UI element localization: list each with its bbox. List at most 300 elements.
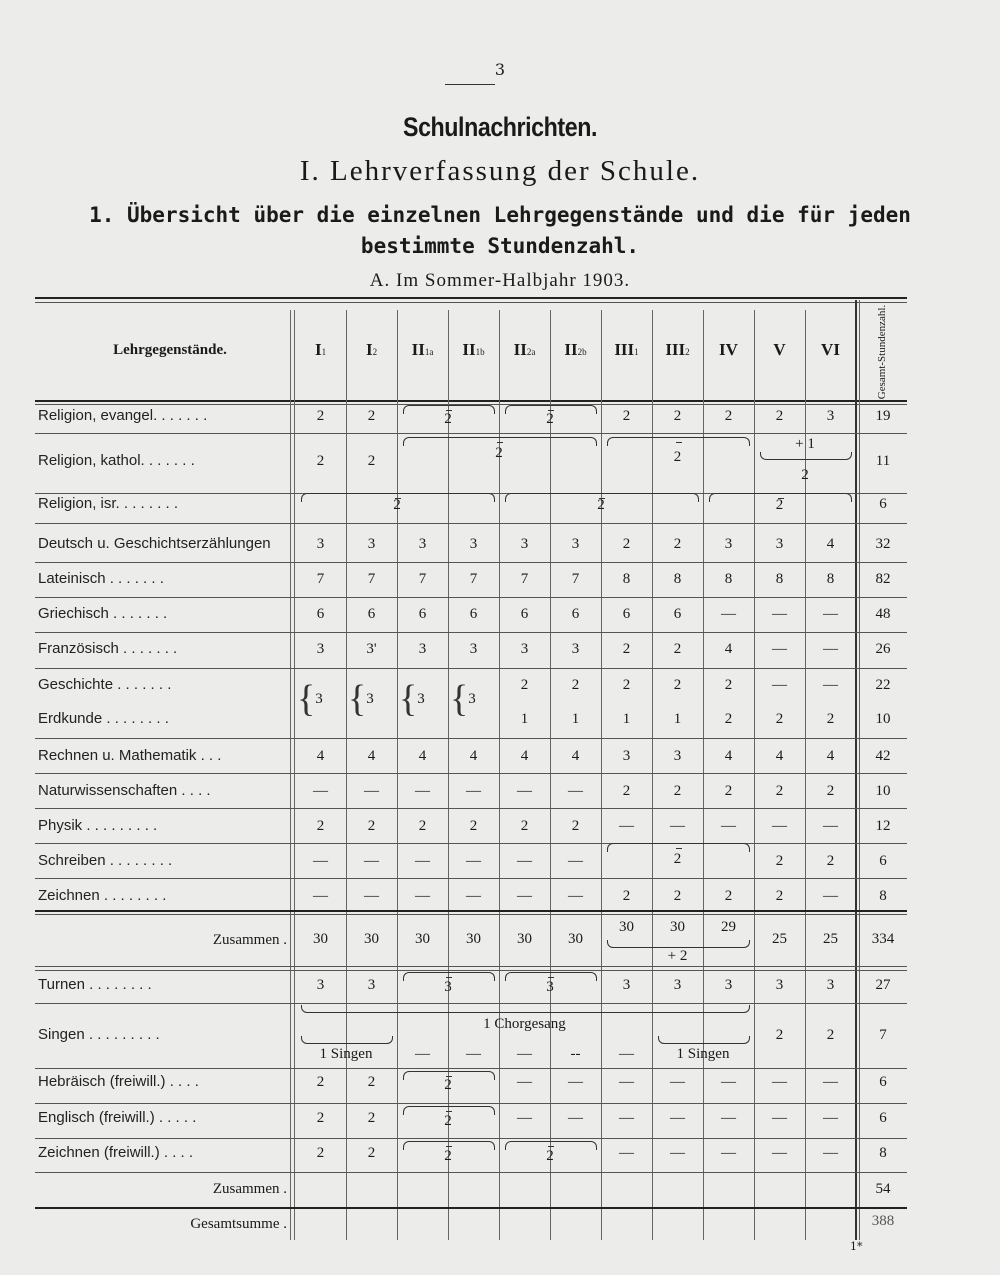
table-cell: 2 <box>724 888 733 904</box>
table-cell: 2 <box>367 453 376 469</box>
gesamtsumme-total: 388 <box>871 1213 895 1229</box>
row-subject: Erdkunde . . . . . . . . <box>38 710 169 727</box>
table-cell: — <box>823 606 838 622</box>
merged-cell: 1 Chorgesang <box>483 1016 566 1032</box>
row-rule <box>35 738 907 739</box>
table-cell: — <box>517 783 532 799</box>
table-cell: 2 <box>673 641 682 657</box>
table-cell: 3 <box>775 536 784 552</box>
brace <box>658 1036 750 1044</box>
column-header <box>805 340 856 360</box>
table-cell: 2 <box>673 888 682 904</box>
merged-cell: 2 <box>546 411 554 427</box>
row-subject: Französisch . . . . . . . <box>38 640 178 657</box>
table-cell: — <box>823 1145 838 1161</box>
table-cell: 8 <box>775 571 784 587</box>
column-header-sub: 2b <box>577 347 587 357</box>
table-cell: — <box>772 641 787 657</box>
column-header-sub: 1 <box>634 347 639 357</box>
table-top-rule <box>35 297 907 299</box>
brace <box>301 1036 393 1044</box>
zusammen-cell: 29 <box>721 919 736 935</box>
table-cell: 4 <box>775 748 784 764</box>
table-cell: 8 <box>622 571 631 587</box>
zusammen-cell: 30 <box>415 931 430 947</box>
table-cell: — <box>721 1074 736 1090</box>
merged-cell: 1 Singen <box>319 1046 373 1062</box>
row-subject: Geschichte . . . . . . . <box>38 676 172 693</box>
subject-column-rule <box>290 310 291 1240</box>
row-total: 27 <box>875 977 891 993</box>
section-title-line2: bestimmte Stundenzahl. <box>360 234 640 258</box>
zusammen-rule <box>35 910 907 912</box>
brace <box>607 437 750 446</box>
table-cell: 3 <box>520 641 529 657</box>
merged-cell: 2 <box>801 467 809 483</box>
table-cell: -- <box>570 1046 581 1062</box>
column-header <box>754 340 805 360</box>
row-subject: Zeichnen (freiwill.) . . . . <box>38 1144 194 1161</box>
table-cell: 3' <box>366 641 377 657</box>
row-total: 6 <box>879 853 887 869</box>
table-cell: 2 <box>724 783 733 799</box>
zusammen-bottom-rule-2 <box>35 970 907 971</box>
table-cell: 2 <box>316 818 325 834</box>
merged-cell: 3 <box>366 691 374 707</box>
column-header-main: III <box>614 340 635 359</box>
table-cell: 8 <box>673 571 682 587</box>
table-cell: — <box>313 853 328 869</box>
column-header <box>499 340 550 360</box>
row-total: 11 <box>875 453 891 469</box>
row-rule <box>35 523 907 524</box>
column-header-sub: 1a <box>424 347 434 357</box>
table-cell: 3 <box>316 977 325 993</box>
merged-cell: 3 <box>417 691 425 707</box>
table-cell: — <box>364 853 379 869</box>
row-rule <box>35 878 907 879</box>
column-header <box>652 340 703 360</box>
gesamtsumme-label: Gesamtsumme . <box>190 1216 287 1232</box>
table-cell: 3 <box>418 536 427 552</box>
column-header-main: I <box>314 340 322 359</box>
table-cell: 6 <box>622 606 631 622</box>
table-cell: 2 <box>775 408 784 424</box>
row-subject: Zeichnen . . . . . . . . <box>38 887 167 904</box>
table-cell: 2 <box>520 677 529 693</box>
table-cell: 2 <box>622 641 631 657</box>
table-cell: 2 <box>418 818 427 834</box>
page-heading: Schulnachrichten. <box>403 112 597 142</box>
merged-cell: 2 <box>673 851 682 867</box>
column-header-sub: 2 <box>372 347 378 357</box>
row-subject: Englisch (freiwill.) . . . . . <box>38 1109 197 1126</box>
curly-brace: { <box>450 678 469 720</box>
table-cell: 3 <box>367 536 376 552</box>
table-cell: 2 <box>826 711 835 727</box>
merged-cell: 2 <box>673 449 682 465</box>
table-cell: 2 <box>775 711 784 727</box>
table-cell: 2 <box>775 888 784 904</box>
column-header-sub: 1b <box>475 347 485 357</box>
row-subject: Physik . . . . . . . . . <box>38 817 158 834</box>
table-cell: 2 <box>775 853 784 869</box>
table-cell: 3 <box>316 536 325 552</box>
zusammen-cell: 30 <box>670 919 685 935</box>
table-cell: — <box>823 1110 838 1126</box>
table-cell: 2 <box>367 1074 376 1090</box>
row-total: 12 <box>875 818 891 834</box>
table-cell: — <box>670 1110 685 1126</box>
merged-cell: 3 <box>315 691 323 707</box>
table-cell: — <box>568 888 583 904</box>
table-cell: — <box>415 888 430 904</box>
table-cell: 3 <box>571 641 580 657</box>
column-header <box>550 340 601 360</box>
table-cell: 8 <box>724 571 733 587</box>
total-column-rule-2 <box>859 300 860 1240</box>
curly-brace: { <box>399 678 418 720</box>
zusammen-cell: 30 <box>517 931 532 947</box>
table-cell: 4 <box>520 748 529 764</box>
zusammen-rule-2 <box>35 914 907 915</box>
table-cell: 6 <box>469 606 478 622</box>
table-cell: — <box>772 1145 787 1161</box>
table-cell: 2 <box>520 818 529 834</box>
table-cell: — <box>619 818 634 834</box>
table-cell: 4 <box>571 748 580 764</box>
table-cell: 2 <box>367 408 376 424</box>
table-cell: 2 <box>571 818 580 834</box>
table-cell: — <box>568 783 583 799</box>
column-header-main: II <box>462 340 476 359</box>
column-header-main: VI <box>821 340 840 359</box>
column-rule <box>346 310 347 1240</box>
row-subject: Turnen . . . . . . . . <box>38 976 152 993</box>
table-cell: 3 <box>724 536 733 552</box>
table-cell: 4 <box>316 748 325 764</box>
zusammen-total: 334 <box>871 931 895 947</box>
page-number-rule <box>445 84 495 85</box>
table-cell: 3 <box>316 641 325 657</box>
column-header-main: IV <box>719 340 738 359</box>
merged-cell: 2 <box>393 497 401 513</box>
column-header <box>703 340 754 360</box>
merged-cell: 1 Singen <box>676 1046 730 1062</box>
table-cell: 2 <box>316 408 325 424</box>
brace <box>301 1005 750 1013</box>
table-cell: 2 <box>724 408 733 424</box>
table-cell: 2 <box>724 677 733 693</box>
curly-brace: { <box>297 678 316 720</box>
table-cell: — <box>517 888 532 904</box>
table-cell: 2 <box>316 453 325 469</box>
column-header-main: III <box>665 340 686 359</box>
table-cell: — <box>721 1145 736 1161</box>
table-cell: 7 <box>571 571 580 587</box>
table-cell: 2 <box>673 536 682 552</box>
row-subject: Griechisch . . . . . . . <box>38 605 168 622</box>
row-rule <box>35 562 907 563</box>
table-cell: — <box>619 1110 634 1126</box>
table-cell: — <box>364 888 379 904</box>
table-cell: 2 <box>622 783 631 799</box>
row-total: 8 <box>879 1145 887 1161</box>
row-rule <box>35 1138 907 1139</box>
table-cell: 6 <box>673 606 682 622</box>
table-cell: 2 <box>316 1074 325 1090</box>
row-total: 42 <box>875 748 891 764</box>
table-cell: — <box>415 1046 430 1062</box>
table-cell: — <box>823 641 838 657</box>
table-cell: 8 <box>826 571 835 587</box>
table-cell: 7 <box>316 571 325 587</box>
table-cell: 2 <box>571 677 580 693</box>
section-title <box>0 200 1000 262</box>
merged-cell: 2 <box>546 1148 554 1164</box>
table-cell: 6 <box>367 606 376 622</box>
table-cell: — <box>466 888 481 904</box>
row-total: 26 <box>875 641 891 657</box>
row-subject: Lateinisch . . . . . . . <box>38 570 164 587</box>
table-cell: 6 <box>571 606 580 622</box>
row-total: 19 <box>875 408 891 424</box>
table-cell: 3 <box>826 408 835 424</box>
row-subject: Naturwissenschaften . . . . <box>38 782 211 799</box>
merged-cell: 2 <box>597 497 605 513</box>
table-cell: 6 <box>520 606 529 622</box>
table-cell: 3 <box>673 748 682 764</box>
table-cell: 2 <box>622 677 631 693</box>
row-total: 32 <box>875 536 891 552</box>
table-cell: — <box>466 783 481 799</box>
row-total: 6 <box>879 1110 887 1126</box>
zusammen-cell: 25 <box>823 931 838 947</box>
column-header-sub: 2a <box>526 347 536 357</box>
table-cell: 2 <box>826 783 835 799</box>
table-cell: — <box>568 853 583 869</box>
row-total: 82 <box>875 571 891 587</box>
table-cell: — <box>568 1074 583 1090</box>
table-cell: — <box>721 606 736 622</box>
row-rule <box>35 1068 907 1069</box>
table-cell: 2 <box>469 818 478 834</box>
merged-cell: 3 <box>546 979 554 995</box>
merged-cell: + 2 <box>667 948 688 964</box>
part-title: I. Lehrverfassung der Schule. <box>299 155 701 187</box>
table-cell: 2 <box>367 818 376 834</box>
row-subject: Religion, isr. . . . . . . . <box>38 495 179 512</box>
table-cell: 4 <box>826 536 835 552</box>
table-cell: — <box>823 888 838 904</box>
table-cell: 3 <box>469 536 478 552</box>
row-total: 48 <box>875 606 891 622</box>
zusammen-bottom-rule <box>35 966 907 967</box>
zusammen-label: Zusammen . <box>212 932 287 948</box>
table-cell: — <box>568 1110 583 1126</box>
table-cell: — <box>823 818 838 834</box>
table-cell: 3 <box>367 977 376 993</box>
table-cell: 7 <box>367 571 376 587</box>
table-cell: — <box>772 1074 787 1090</box>
table-cell: — <box>517 1110 532 1126</box>
row-subject: Religion, evangel. . . . . . . <box>38 407 208 424</box>
zusammen2-label: Zusammen . <box>212 1181 287 1197</box>
table-cell: — <box>670 1074 685 1090</box>
table-cell: — <box>619 1074 634 1090</box>
merged-cell: 2 <box>444 1148 452 1164</box>
row-total: 22 <box>875 677 891 693</box>
table-cell: 3 <box>673 977 682 993</box>
table-cell: — <box>415 783 430 799</box>
table-cell: 2 <box>367 1110 376 1126</box>
row-rule <box>35 632 907 633</box>
row-rule <box>35 773 907 774</box>
table-cell: 4 <box>367 748 376 764</box>
table-cell: 4 <box>724 641 733 657</box>
semester-title: A. Im Sommer-Halbjahr 1903. <box>369 270 631 291</box>
brace <box>760 452 852 460</box>
table-cell: 3 <box>622 748 631 764</box>
table-cell: 3 <box>622 977 631 993</box>
total-header <box>860 304 904 400</box>
table-cell: 2 <box>724 711 733 727</box>
table-cell: — <box>772 606 787 622</box>
table-cell: 2 <box>826 1027 835 1043</box>
column-header-main: II <box>564 340 578 359</box>
row-subject: Singen . . . . . . . . . <box>38 1026 160 1043</box>
table-cell: 4 <box>469 748 478 764</box>
row-rule <box>35 843 907 844</box>
table-cell: — <box>721 1110 736 1126</box>
row-subject: Deutsch u. Geschichtserzählungen <box>38 535 271 552</box>
table-cell: — <box>619 1145 634 1161</box>
subject-column-rule-2 <box>294 310 295 1240</box>
table-cell: 2 <box>826 853 835 869</box>
table-cell: 3 <box>520 536 529 552</box>
row-subject: Rechnen u. Mathematik . . . <box>38 747 222 764</box>
row-total: 10 <box>875 783 891 799</box>
row-total: 6 <box>879 1074 887 1090</box>
table-cell: 1 <box>571 711 580 727</box>
merged-cell: 2 <box>495 445 503 461</box>
table-cell: 3 <box>724 977 733 993</box>
table-cell: 2 <box>316 1110 325 1126</box>
table-cell: 2 <box>673 783 682 799</box>
merged-cell: 3 <box>444 979 452 995</box>
table-cell: — <box>313 888 328 904</box>
column-header <box>601 340 652 360</box>
curly-brace: { <box>348 678 367 720</box>
zusammen-cell: 30 <box>619 919 634 935</box>
table-cell: — <box>415 853 430 869</box>
table-top-rule-2 <box>35 302 907 303</box>
footer-mark: 1* <box>850 1240 863 1253</box>
table-cell: 2 <box>622 408 631 424</box>
merged-cell: 3 <box>468 691 476 707</box>
table-cell: 4 <box>724 748 733 764</box>
table-cell: 3 <box>418 641 427 657</box>
table-cell: 6 <box>418 606 427 622</box>
table-cell: 2 <box>673 408 682 424</box>
brace <box>607 940 750 948</box>
table-cell: — <box>313 783 328 799</box>
merged-cell: 2 <box>444 1077 452 1093</box>
zusammen-cell: 30 <box>364 931 379 947</box>
table-cell: 1 <box>622 711 631 727</box>
column-header-sub: 2 <box>685 347 690 357</box>
table-cell: 3 <box>469 641 478 657</box>
table-cell: 3 <box>775 977 784 993</box>
zusammen2-total: 54 <box>875 1181 891 1197</box>
merged-cell: 2 <box>775 497 784 513</box>
table-cell: 2 <box>622 536 631 552</box>
table-cell: — <box>772 677 787 693</box>
table-cell: — <box>823 677 838 693</box>
zusammen-cell: 30 <box>313 931 328 947</box>
row-subject: Hebräisch (freiwill.) . . . . <box>38 1073 199 1090</box>
column-header <box>295 340 346 360</box>
table-cell: 7 <box>520 571 529 587</box>
table-cell: 1 <box>520 711 529 727</box>
column-header-sub: 1 <box>321 347 327 357</box>
row-rule <box>35 668 907 669</box>
merged-cell: 2 <box>444 1113 452 1129</box>
table-cell: — <box>670 818 685 834</box>
row-subject: Religion, kathol. . . . . . . <box>38 452 195 469</box>
row-rule <box>35 1103 907 1104</box>
table-cell: 2 <box>622 888 631 904</box>
table-cell: — <box>772 1110 787 1126</box>
row-total: 6 <box>879 496 887 512</box>
table-cell: — <box>772 818 787 834</box>
column-header <box>346 340 397 360</box>
table-cell: 2 <box>367 1145 376 1161</box>
table-cell: 2 <box>316 1145 325 1161</box>
row-rule <box>35 597 907 598</box>
table-cell: — <box>517 853 532 869</box>
column-header <box>448 340 499 360</box>
table-cell: — <box>619 1046 634 1062</box>
row-total: 7 <box>879 1027 887 1043</box>
table-cell: 6 <box>316 606 325 622</box>
table-cell: — <box>517 1046 532 1062</box>
row-total: 8 <box>879 888 887 904</box>
section-title-line1: 1. Übersicht über die einzelnen Lehrgegenstände und die für jeden <box>89 203 911 227</box>
table-cell: — <box>466 853 481 869</box>
merged-cell: + 1 <box>795 436 815 452</box>
table-cell: — <box>823 1074 838 1090</box>
total-header-text: Gesamt-Stundenzahl. <box>876 304 888 400</box>
table-cell: 3 <box>826 977 835 993</box>
zusammen-cell: 30 <box>568 931 583 947</box>
table-cell: 3 <box>571 536 580 552</box>
column-header-main: II <box>411 340 425 359</box>
row-rule <box>35 808 907 809</box>
table-cell: — <box>670 1145 685 1161</box>
table-cell: 2 <box>673 677 682 693</box>
row-rule <box>35 433 907 434</box>
zusammen-cell: 25 <box>772 931 787 947</box>
table-cell: 4 <box>418 748 427 764</box>
row-rule <box>35 1003 907 1004</box>
table-cell: — <box>721 818 736 834</box>
row-subject: Schreiben . . . . . . . . <box>38 852 173 869</box>
table-cell: — <box>364 783 379 799</box>
row-rule <box>35 1172 907 1173</box>
header-bottom-rule <box>35 400 907 402</box>
column-header <box>397 340 448 360</box>
